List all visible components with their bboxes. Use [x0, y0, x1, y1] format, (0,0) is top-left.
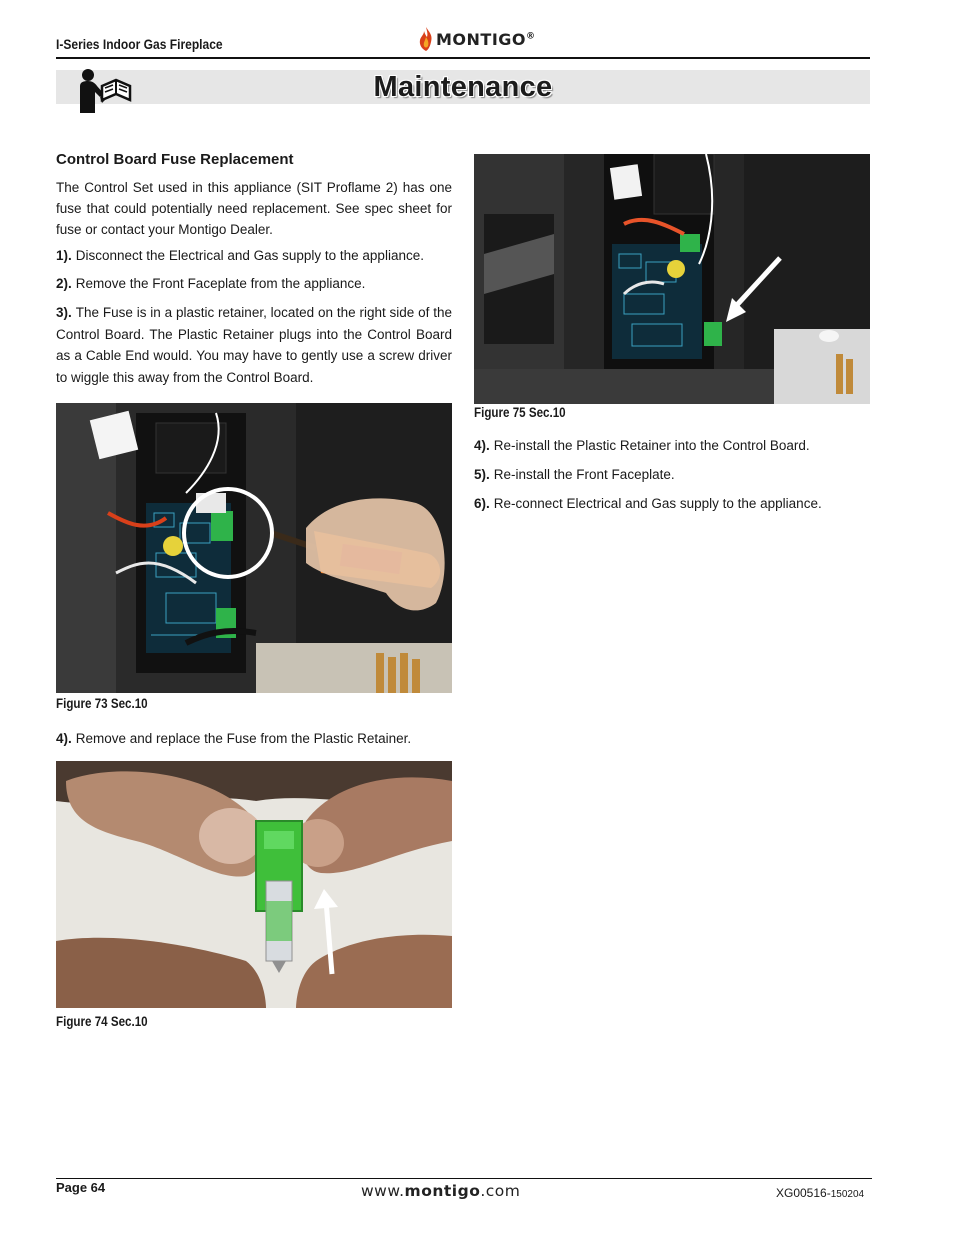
document-code: XG00516-150204 [776, 1186, 865, 1200]
step-1: 1). Disconnect the Electrical and Gas supply to the appliance. [56, 248, 424, 263]
document-title: I-Series Indoor Gas Fireplace [56, 36, 223, 52]
figure-73-photo [56, 403, 452, 693]
step-6: 6). Re-connect Electrical and Gas supply to the appliance. [474, 496, 822, 511]
step-4-reinstall: 4). Re-install the Plastic Retainer into the Control Board. [474, 438, 810, 453]
page-number: Page 64 [56, 1180, 106, 1195]
intro-paragraph: The Control Set used in this appliance (SIT Proflame 2) has one fuse that could potentially need replacement. See spec sheet for fuse or contact your Montigo Dealer. [56, 180, 452, 237]
figure-74-caption: Figure 74 Sec.10 [56, 1014, 148, 1029]
figure-75-caption: Figure 75 Sec.10 [474, 405, 566, 420]
figure-73-caption: Figure 73 Sec.10 [56, 696, 148, 711]
logo-wordmark: MONTIGO® [436, 29, 536, 49]
step-3: 3). The Fuse is in a plastic retainer, located on the right side of the Control Board. The Plastic Retainer plugs into the Control Board as a Cable End would. You may have to gently use a screw driver to wiggle this away from the Control Board. [56, 305, 452, 386]
step-2: 2). Remove the Front Faceplate from the appliance. [56, 276, 366, 291]
header-rule [56, 57, 870, 59]
montigo-logo [418, 24, 536, 54]
flame-icon [418, 26, 434, 52]
figure-74-photo [56, 761, 452, 1008]
footer-rule [56, 1178, 872, 1179]
step-4-remove: 4). Remove and replace the Fuse from the Plastic Retainer. [56, 731, 412, 746]
figure-75-photo [474, 154, 870, 404]
step-5: 5). Re-install the Front Faceplate. [474, 467, 675, 482]
website-url[interactable]: www.montigo.com [361, 1182, 521, 1200]
section-heading: Control Board Fuse Replacement [56, 151, 294, 168]
page-title: Maintenance [373, 71, 553, 103]
